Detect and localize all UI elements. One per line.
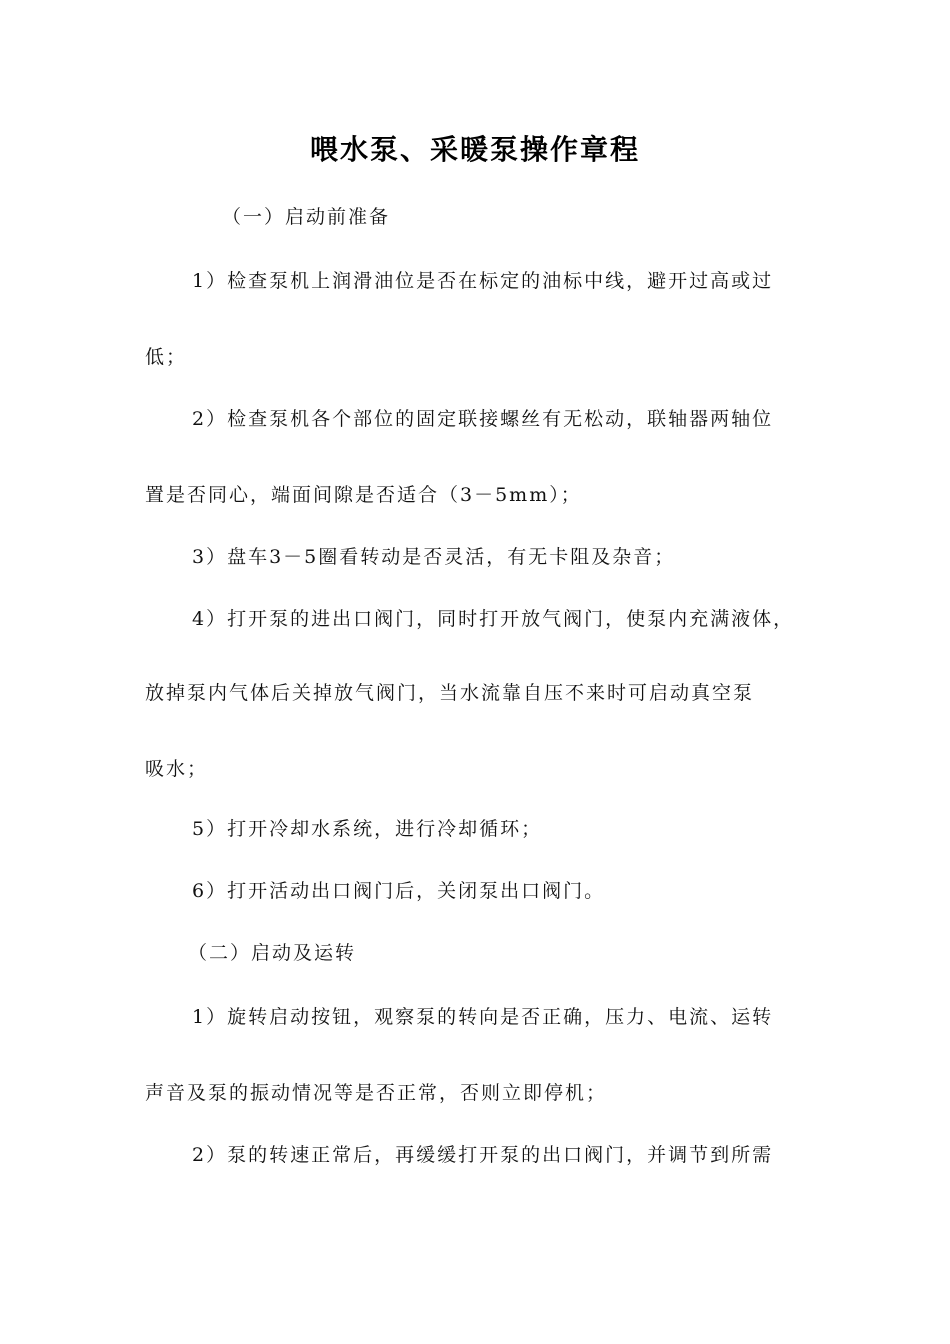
paragraph-line: 2）检查泵机各个部位的固定联接螺丝有无松动，联轴器两轴位 bbox=[192, 408, 774, 430]
paragraph-line: 低； bbox=[145, 346, 188, 368]
section-heading-startup: （二）启动及运转 bbox=[188, 942, 357, 964]
paragraph-line: 2）泵的转速正常后，再缓缓打开泵的出口阀门，并调节到所需 bbox=[192, 1144, 774, 1166]
paragraph-line: 吸水； bbox=[145, 758, 209, 780]
paragraph-line: 1）检查泵机上润滑油位是否在标定的油标中线，避开过高或过 bbox=[192, 270, 774, 292]
paragraph-line: 3）盘车3－5圈看转动是否灵活，有无卡阻及杂音； bbox=[192, 546, 676, 568]
paragraph-line: 4）打开泵的进出口阀门，同时打开放气阀门，使泵内充满液体， bbox=[192, 608, 795, 630]
paragraph-line: 1）旋转启动按钮，观察泵的转向是否正确，压力、电流、运转 bbox=[192, 1006, 774, 1028]
paragraph-line: 5）打开冷却水系统，进行冷却循环； bbox=[192, 818, 543, 840]
section-heading-preparation: （一）启动前准备 bbox=[222, 206, 391, 228]
paragraph-line: 放掉泵内气体后关掉放气阀门，当水流靠自压不来时可启动真空泵 bbox=[145, 682, 755, 704]
paragraph-line: 6）打开活动出口阀门后，关闭泵出口阀门。 bbox=[192, 880, 606, 902]
paragraph-line: 声音及泵的振动情况等是否正常，否则立即停机； bbox=[145, 1082, 608, 1104]
paragraph-line: 置是否同心，端面间隙是否适合（3－5mm）； bbox=[145, 484, 582, 506]
document-title: 喂水泵、采暖泵操作章程 bbox=[309, 133, 640, 166]
